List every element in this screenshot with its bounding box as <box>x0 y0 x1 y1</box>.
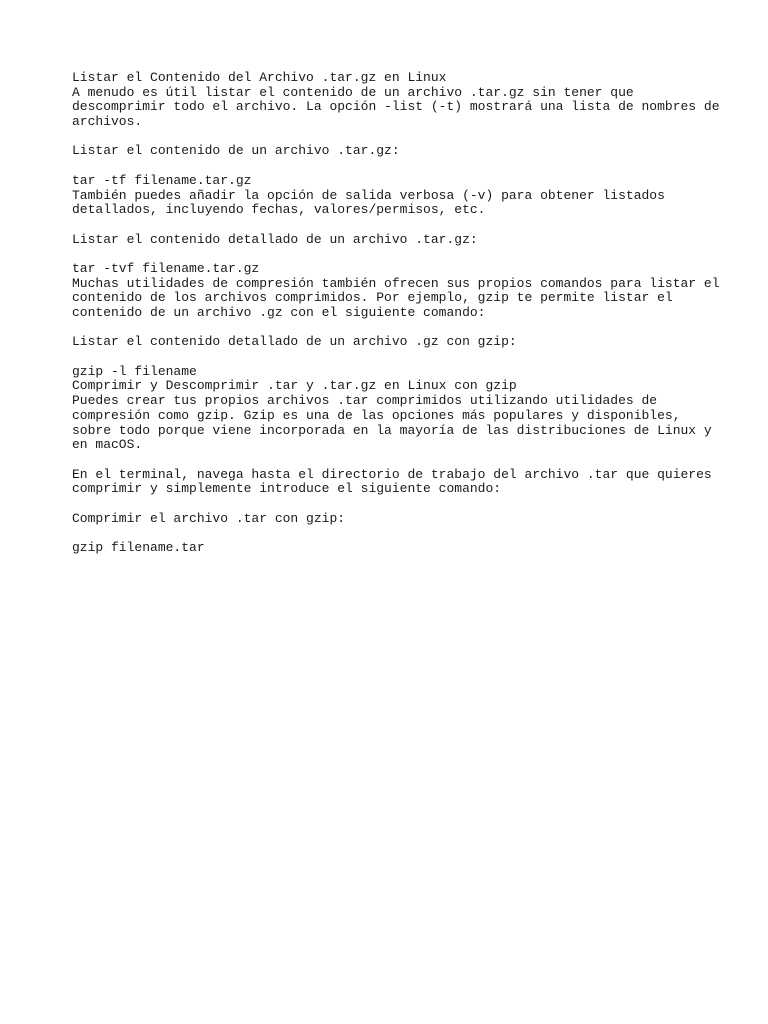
text-line: Muchas utilidades de compresión también ofrecen sus propios comandos para listar el <box>72 275 720 291</box>
blank-line <box>72 497 732 512</box>
blank-line <box>72 130 732 145</box>
blank-line <box>72 350 732 365</box>
blank-line <box>72 218 732 233</box>
text-line: Listar el Contenido del Archivo .tar.gz en Linux <box>72 70 447 85</box>
blank-line <box>72 247 732 262</box>
text-line: en macOS. <box>72 437 143 453</box>
text-line: archivos. <box>72 114 143 130</box>
command-line: gzip filename.tar <box>72 540 205 555</box>
text-line: descomprimir todo el archivo. La opción -list (-t) mostrará una lista de nombres de <box>72 99 720 115</box>
command-line: gzip -l filename <box>72 363 197 379</box>
blank-line <box>72 453 732 468</box>
text-line: Listar el contenido detallado de un archivo .gz con gzip: <box>72 334 517 350</box>
blank-line <box>72 159 732 174</box>
text-line: Puedes crear tus propios archivos .tar comprimidos utilizando utilidades de <box>72 393 658 409</box>
text-line: Listar el contenido de un archivo .tar.gz: <box>72 143 400 159</box>
section-heading: Comprimir y Descomprimir .tar y .tar.gz en Linux con gzip <box>72 378 517 394</box>
blank-line <box>72 321 732 336</box>
text-line: compresión como gzip. Gzip es una de las opciones más populares y disponibles, <box>72 407 681 423</box>
text-line: contenido de un archivo .gz con el siguiente comando: <box>72 305 486 320</box>
text-line: detallados, incluyendo fechas, valores/permisos, etc. <box>72 202 486 218</box>
text-line: contenido de los archivos comprimidos. Por ejemplo, gzip te permite listar el <box>72 290 673 306</box>
text-line: Listar el contenido detallado de un archivo .tar.gz: <box>72 231 478 247</box>
text-line: comprimir y simplemente introduce el siguiente comando: <box>72 481 502 497</box>
blank-line <box>72 526 732 541</box>
text-line: En el terminal, navega hasta el directorio de trabajo del archivo .tar que quieres <box>72 466 712 482</box>
document-page <box>72 71 732 556</box>
command-line: tar -tvf filename.tar.gz <box>72 260 260 276</box>
text-line: Comprimir el archivo .tar con gzip: <box>72 510 346 526</box>
text-line: A menudo es útil listar el contenido de un archivo .tar.gz sin tener que <box>72 84 634 100</box>
text-line: sobre todo porque viene incorporada en la mayoría de las distribuciones de Linux y <box>72 422 712 438</box>
text-line: También puedes añadir la opción de salida verbosa (-v) para obtener listados <box>72 187 665 203</box>
command-line: tar -tf filename.tar.gz <box>72 172 252 188</box>
